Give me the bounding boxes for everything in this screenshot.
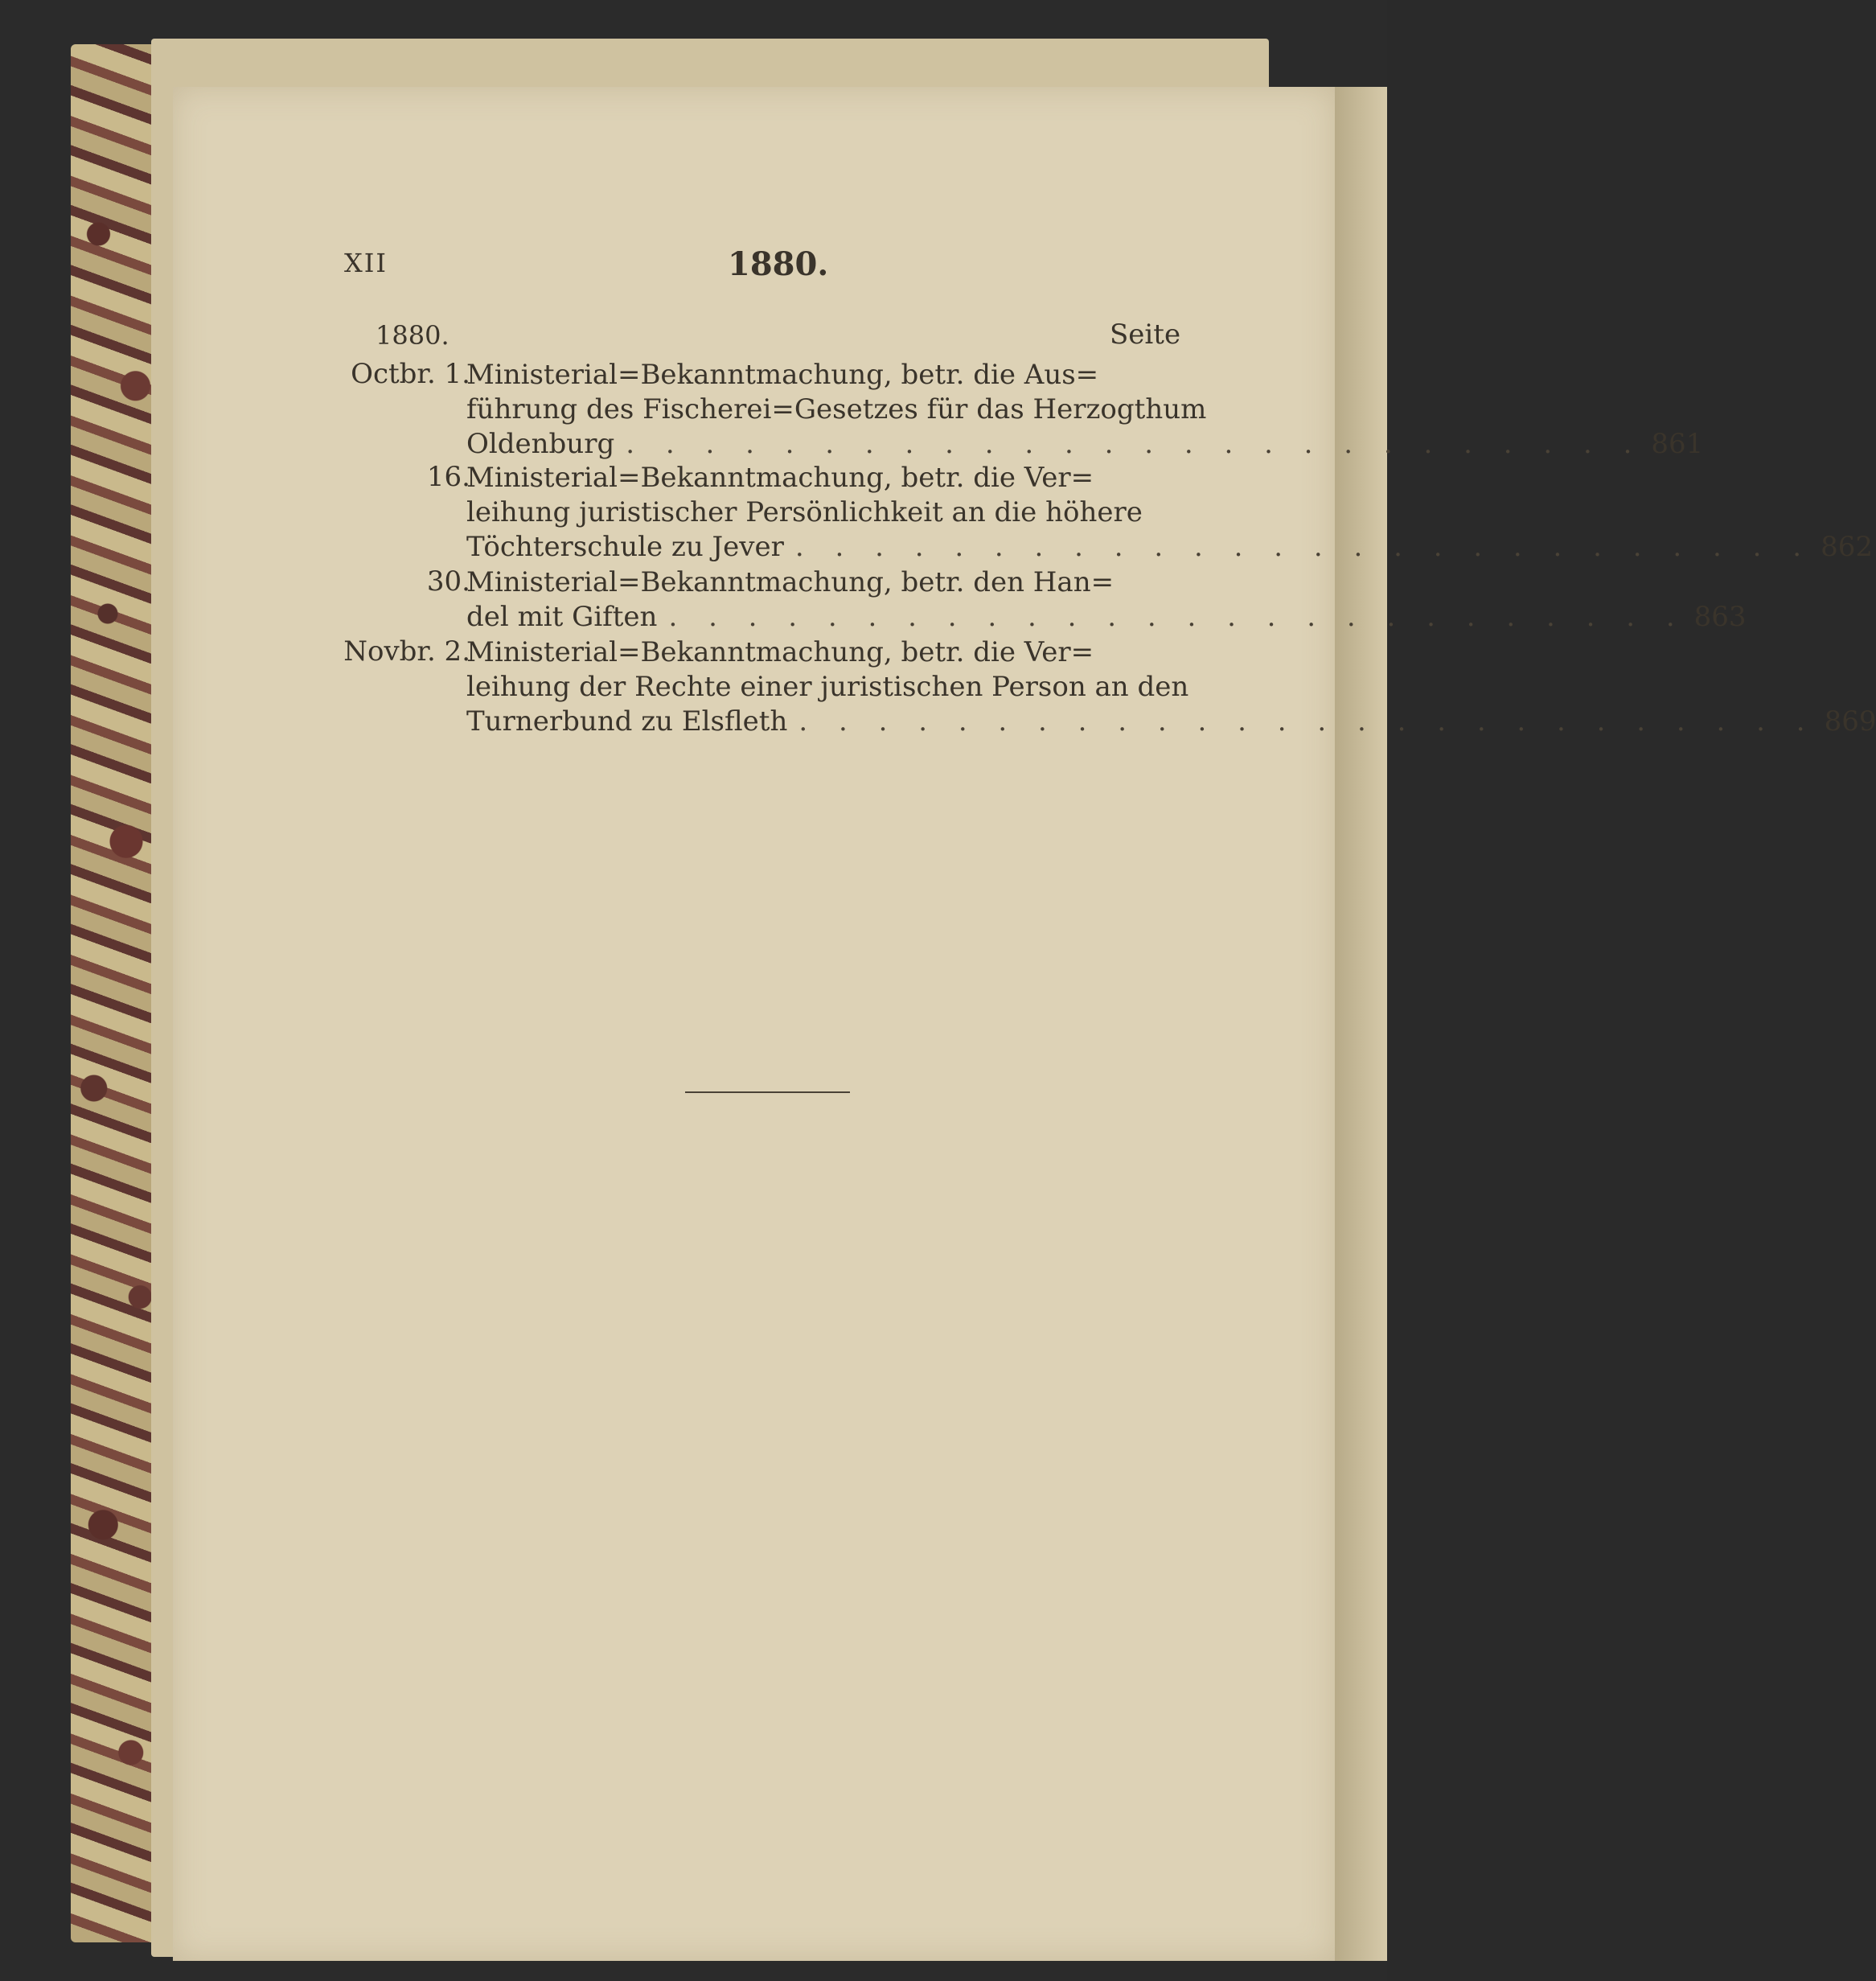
entry-body bbox=[466, 358, 1704, 462]
page-title: 1880. bbox=[728, 245, 829, 283]
entry-last-text: Turnerbund zu Elsfleth bbox=[466, 705, 788, 738]
entry-line: Ministerial=Bekanntmachung, betr. die Aus= bbox=[466, 359, 1099, 391]
entry-page-number: 869 bbox=[1824, 705, 1876, 738]
entry-last-line bbox=[466, 427, 1704, 462]
column-header-year: 1880. bbox=[376, 320, 450, 351]
entry-date: 16. bbox=[426, 461, 470, 493]
entry-body bbox=[466, 461, 1873, 565]
entry-last-line bbox=[466, 600, 1747, 635]
facing-page-edge bbox=[1335, 87, 1387, 1961]
entry-body bbox=[466, 565, 1747, 635]
leader-dots: . . . . . . . . . . . . . . . . . . . . . . . . . . bbox=[626, 428, 1644, 460]
entry-body bbox=[466, 635, 1876, 739]
entry-last-text: Oldenburg bbox=[466, 428, 615, 460]
entry-page-number: 861 bbox=[1651, 428, 1704, 460]
column-header-page: Seite bbox=[1110, 319, 1181, 351]
entry-page-number: 863 bbox=[1693, 601, 1747, 633]
closing-rule bbox=[685, 1091, 850, 1093]
entry-date: 30. bbox=[426, 565, 470, 598]
entry-line: leihung der Rechte einer juristischen Person an den bbox=[466, 671, 1189, 703]
entry-date: Octbr. 1. bbox=[351, 358, 470, 390]
entry-line: Ministerial=Bekanntmachung, betr. den Han= bbox=[466, 566, 1115, 598]
entry-page-number: 862 bbox=[1821, 531, 1873, 563]
leader-dots: . . . . . . . . . . . . . . . . . . . . . . . . . . bbox=[668, 601, 1686, 633]
leader-dots: . . . . . . . . . . . . . . . . . . . . . . . . . . bbox=[794, 531, 1813, 563]
entry-line: führung des Fischerei=Gesetzes für das Herzogthum bbox=[466, 393, 1207, 425]
entry-last-line bbox=[466, 530, 1873, 565]
marbled-cover bbox=[71, 44, 163, 1942]
page-number-label: XII bbox=[344, 248, 388, 278]
entry-line: Ministerial=Bekanntmachung, betr. die Ver= bbox=[466, 462, 1094, 494]
entry-last-line bbox=[466, 705, 1876, 739]
entry-date: Novbr. 2. bbox=[343, 635, 470, 668]
entry-line: Ministerial=Bekanntmachung, betr. die Ver= bbox=[466, 636, 1094, 668]
entry-last-text: del mit Giften bbox=[466, 601, 658, 633]
entry-last-text: Töchterschule zu Jever bbox=[466, 531, 784, 563]
leader-dots: . . . . . . . . . . . . . . . . . . . . . . . . . . bbox=[798, 705, 1816, 738]
entry-line: leihung juristischer Persönlichkeit an die höhere bbox=[466, 496, 1143, 528]
